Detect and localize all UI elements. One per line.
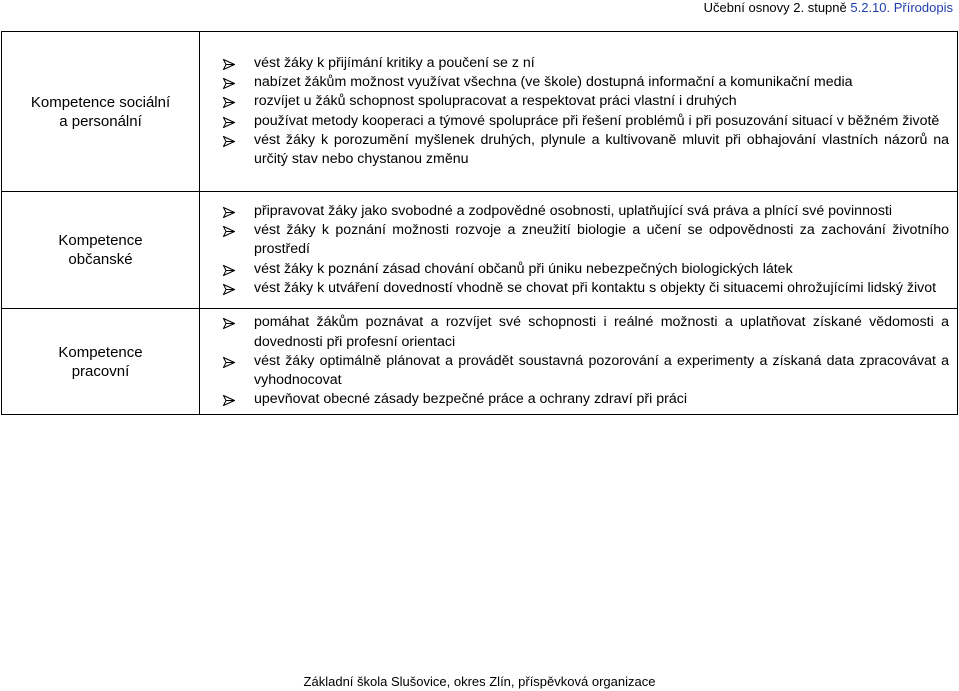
list-item	[200, 73, 949, 92]
arrowhead-bullet-icon	[223, 357, 235, 368]
competency-label-line: pracovní	[71, 362, 130, 380]
competency-row	[2, 192, 958, 309]
list-item-text: upevňovat obecné zásady bezpečné práce a ochrany zdraví při práci	[254, 391, 687, 408]
competency-content	[200, 309, 958, 415]
competency-label	[2, 192, 200, 309]
list-item	[200, 221, 949, 260]
competency-label-line: občanské	[68, 251, 133, 268]
competency-label-line: Kompetence sociální	[30, 93, 171, 111]
list-item-text: vést žáky optimálně plánovat a provádět soustavná pozorování a experimenty a získaná data zpracovávat a vyhodnocovat	[254, 352, 949, 389]
list-item-text: pomáhat žákům poznávat a rozvíjet své schopnosti i reálné možnosti a uplatňovat získané vědomosti a dovednosti při profesní orientaci	[254, 314, 949, 350]
competency-bullet-list	[200, 202, 949, 298]
list-item-text: nabízet žákům možnost využívat všechna (ve škole) dostupná informační a komunikační media	[254, 73, 853, 90]
arrowhead-bullet-icon	[223, 97, 235, 108]
page-header	[704, 0, 953, 16]
list-item	[200, 54, 949, 73]
list-item	[200, 92, 949, 111]
list-item	[200, 202, 949, 221]
arrowhead-bullet-icon	[223, 284, 235, 295]
competency-label-line: Kompetence	[58, 232, 143, 249]
list-item	[200, 131, 949, 170]
list-item-text: připravovat žáky jako svobodné a zodpovědné osobnosti, uplatňující svá práva a plnící své povinnosti	[254, 202, 893, 219]
competency-label-line: Kompetence	[58, 343, 143, 361]
competency-label-line: a personální	[59, 112, 142, 130]
list-item	[200, 313, 949, 352]
list-item-text: vést žáky k poznání zásad chování občanů při úniku nebezpečných biologických látek	[254, 260, 793, 277]
arrowhead-bullet-icon	[223, 207, 235, 218]
header-subject-title: 5.2.10. Přírodopis	[850, 0, 953, 15]
arrowhead-bullet-icon	[223, 117, 235, 128]
competency-content	[200, 192, 958, 309]
list-item	[200, 112, 949, 131]
list-item-text: vést žáky k poznání možnosti rozvoje a zneužití biologie a učení se odpovědnosti za zachování životního prostředí	[254, 222, 949, 258]
competency-bullet-list	[200, 313, 949, 409]
list-item-text: vést žáky k přijímání kritiky a poučení se z ní	[254, 54, 535, 71]
list-item	[200, 352, 949, 391]
competency-row	[2, 32, 958, 192]
competency-label	[2, 309, 200, 415]
list-item-text: vést žáky k porozumění myšlenek druhých, plynule a kultivovaně mluvit při obhajování vlastních názorů na určitý stav nebo chystanou změnu	[254, 131, 949, 168]
arrowhead-bullet-icon	[223, 78, 235, 89]
competencies-table	[1, 31, 958, 415]
competency-bullet-list	[200, 54, 949, 170]
arrowhead-bullet-icon	[223, 265, 235, 276]
arrowhead-bullet-icon	[223, 318, 235, 329]
arrowhead-bullet-icon	[223, 59, 235, 70]
page-footer: Základní škola Slušovice, okres Zlín, příspěvková organizace	[303, 674, 656, 689]
list-item	[200, 260, 949, 279]
arrowhead-bullet-icon	[223, 136, 235, 147]
arrowhead-bullet-icon	[223, 395, 235, 406]
list-item	[200, 279, 949, 298]
header-document-title: Učební osnovy 2. stupně	[703, 0, 847, 15]
list-item	[200, 390, 949, 409]
list-item-text: rozvíjet u žáků schopnost spolupracovat a respektovat práci vlastní i druhých	[254, 93, 737, 110]
list-item-text: používat metody kooperaci a týmové spolupráce při řešení problémů i při posuzování situací v běžném životě	[254, 112, 940, 129]
competency-row	[2, 309, 958, 415]
list-item-text: vést žáky k utváření dovedností vhodně se chovat při kontaktu s objekty či situacemi ohrožujícími lidský život	[254, 279, 937, 296]
competency-label	[2, 32, 200, 192]
competency-content	[200, 32, 958, 192]
competencies-table-body	[2, 32, 958, 415]
arrowhead-bullet-icon	[223, 226, 235, 237]
